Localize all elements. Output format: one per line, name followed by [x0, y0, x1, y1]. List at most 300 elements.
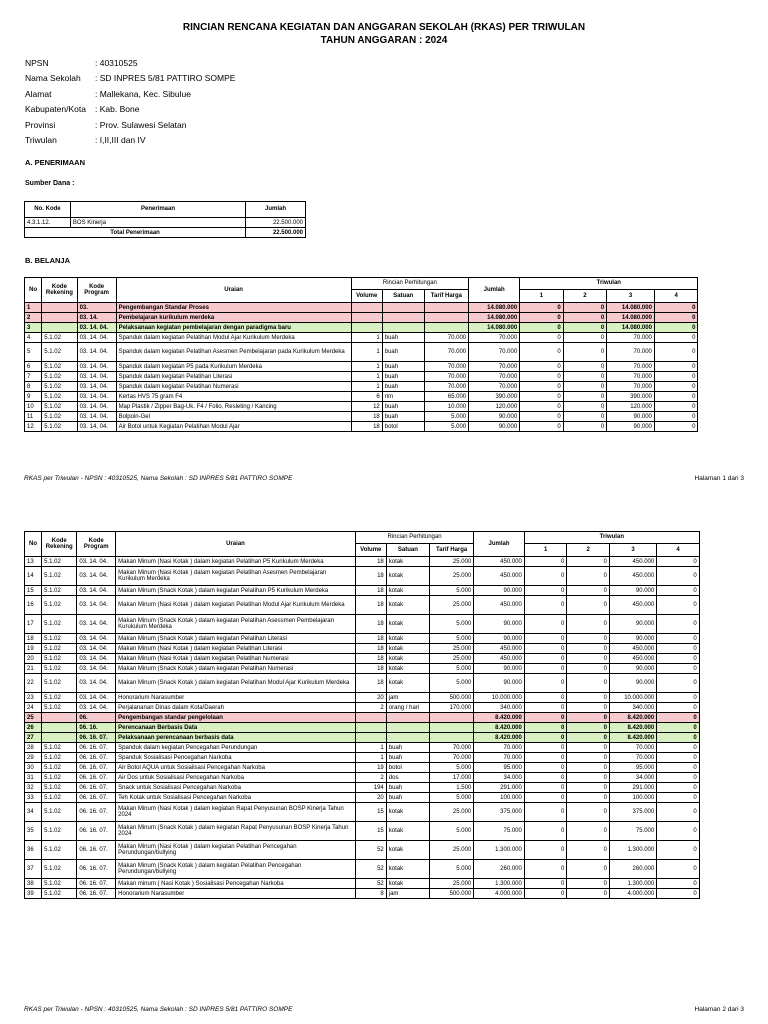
- cell-triwulan-2: 0: [563, 333, 607, 343]
- cell-tarif: 5.000: [424, 412, 468, 422]
- cell-triwulan-2: 0: [567, 664, 610, 674]
- table-row: [25, 382, 745, 392]
- cell-triwulan-2: 0: [567, 773, 610, 783]
- cell-tarif: [424, 303, 468, 313]
- cell-satuan: buah: [382, 333, 424, 343]
- cell-rekening: 5.1.02: [42, 879, 77, 889]
- cell-triwulan-1: 0: [524, 674, 567, 693]
- cell-uraian: Kertas HVS 75 gram F4: [116, 392, 351, 402]
- table-row: [25, 303, 745, 313]
- cell-tarif: 70.000: [424, 362, 468, 372]
- cell-uraian: Makan Minum (Snack Kotak ) dalam kegiatan Pelatihan Literasi: [116, 634, 356, 644]
- cell-no: 33: [25, 793, 42, 803]
- cell-triwulan-2: 0: [563, 362, 607, 372]
- info-row: [25, 71, 235, 86]
- cell-uraian: Pengembangan standar pengelolaan: [116, 713, 356, 723]
- cell-volume: [355, 733, 386, 743]
- cell-triwulan-1: 0: [524, 879, 567, 889]
- cell-triwulan-2: 0: [567, 753, 610, 763]
- cell-jumlah: 14.080.000: [469, 303, 520, 313]
- cell-satuan: kotak: [386, 586, 429, 596]
- cell-triwulan-4: 0: [654, 362, 698, 372]
- cell-tarif: 5.000: [430, 822, 474, 841]
- cell-satuan: kotak: [386, 860, 429, 879]
- header-jumlah: Jumlah: [474, 532, 525, 557]
- page2-number: Halaman 2 dari 3: [694, 1006, 744, 1013]
- cell-triwulan-3: 70.000: [609, 753, 656, 763]
- info-label: Alamat: [25, 88, 52, 99]
- cell-rekening: [42, 723, 77, 733]
- cell-triwulan-1: 0: [524, 644, 567, 654]
- cell-no: 34: [25, 803, 42, 822]
- cell-triwulan-2: 0: [567, 654, 610, 664]
- cell-tarif: 10.000: [424, 402, 468, 412]
- cell-satuan: jam: [386, 693, 429, 703]
- cell-jumlah: 100.000: [474, 793, 525, 803]
- cell-volume: 12: [351, 402, 382, 412]
- cell-triwulan-3: 450.000: [609, 567, 656, 586]
- cell-uraian: Makan Minum (Snack Kotak ) dalam kegiatan Pelatihan P5 Kurikulum Merdeka: [116, 586, 356, 596]
- cell-no: 25: [25, 713, 42, 723]
- cell-uraian: Perencanaan Berbasis Data: [116, 723, 356, 733]
- cell-jumlah: 1.300.000: [474, 879, 525, 889]
- cell-tarif: 5.000: [430, 615, 474, 634]
- table-row: [25, 674, 745, 693]
- header-tarif: Tarif Harga: [424, 290, 468, 303]
- cell-triwulan-4: 0: [657, 733, 700, 743]
- cell-program: 03. 14. 04.: [77, 693, 116, 703]
- cell-triwulan-3: 120.000: [607, 402, 655, 412]
- cell-jumlah: 450.000: [474, 644, 525, 654]
- cell-triwulan-4: 0: [657, 674, 700, 693]
- cell-jumlah: 75.000: [474, 822, 525, 841]
- header-no: No: [25, 278, 42, 303]
- info-row: [25, 56, 235, 71]
- cell-volume: 18: [355, 664, 386, 674]
- cell-no: 22: [25, 674, 42, 693]
- cell-no: 26: [25, 723, 42, 733]
- cell-program: 03. 14. 04.: [77, 362, 116, 372]
- cell-triwulan-1: 0: [520, 372, 564, 382]
- cell-triwulan-1: 0: [524, 793, 567, 803]
- cell-rekening: 5.1.02: [42, 586, 77, 596]
- cell-jumlah: 1.300.000: [474, 841, 525, 860]
- cell-triwulan-2: 0: [563, 372, 607, 382]
- cell-triwulan-2: 0: [567, 743, 610, 753]
- header-kode-program: Kode Program: [77, 532, 116, 557]
- table-row: [25, 343, 745, 362]
- cell-jumlah: 450.000: [474, 557, 525, 567]
- cell-triwulan-4: 0: [654, 392, 698, 402]
- cell-tarif: 170.000: [430, 703, 474, 713]
- cell-rekening: 5.1.02: [42, 392, 77, 402]
- cell-program: 03. 14. 04.: [77, 412, 116, 422]
- cell-triwulan-4: 0: [657, 822, 700, 841]
- cell-triwulan-2: 0: [567, 674, 610, 693]
- cell-tarif: 65.000: [424, 392, 468, 402]
- cell-no: 27: [25, 733, 42, 743]
- cell-triwulan-4: 0: [654, 303, 698, 313]
- cell-no: 31: [25, 773, 42, 783]
- cell-program: 03. 14.: [77, 313, 116, 323]
- cell-triwulan-3: 10.000.000: [609, 693, 656, 703]
- cell-triwulan-1: 0: [524, 783, 567, 793]
- info-value: : SD INPRES 5/81 PATTIRO SOMPE: [95, 73, 236, 84]
- penerimaan-table: [24, 201, 306, 238]
- table-row: [25, 392, 745, 402]
- table-row: [25, 733, 745, 743]
- cell-triwulan-2: 0: [567, 889, 610, 899]
- cell-volume: 52: [355, 879, 386, 889]
- cell-no: 23: [25, 693, 42, 703]
- cell-uraian: Makan Minum (Snack Kotak ) dalam kegiatan Pelatihan Numerasi: [116, 664, 356, 674]
- cell-triwulan-1: 0: [524, 615, 567, 634]
- cell-triwulan-3: 90.000: [609, 615, 656, 634]
- cell-no: 32: [25, 783, 42, 793]
- cell-satuan: buah: [382, 412, 424, 422]
- cell-uraian: Makan minum ( Nasi Kotak ) Sosialisasi Pencegahan Narkoba: [116, 879, 356, 889]
- section-penerimaan: A. PENERIMAAN: [25, 158, 86, 167]
- cell-volume: 1: [351, 343, 382, 362]
- cell-triwulan-4: 0: [657, 889, 700, 899]
- cell-uraian: Spanduk dalam kegiatan Pelatihan Asesmen Pembelajaran pada Kurikulum Merdeka: [116, 343, 351, 362]
- table-row: [25, 703, 745, 713]
- cell-tarif: 5.000: [430, 674, 474, 693]
- cell-program: 06. 16. 07.: [77, 803, 116, 822]
- cell-triwulan-2: 0: [567, 557, 610, 567]
- cell-jumlah: 70.000: [469, 382, 520, 392]
- cell-uraian: Honorarium Narasumber: [116, 693, 356, 703]
- cell-volume: 8: [355, 889, 386, 899]
- cell-triwulan-3: 90.000: [607, 412, 655, 422]
- cell-triwulan-1: 0: [520, 343, 564, 362]
- cell-jumlah: 90.000: [474, 674, 525, 693]
- cell-program: 06. 16. 07.: [77, 743, 116, 753]
- cell-volume: 15: [355, 803, 386, 822]
- cell-triwulan-1: 0: [524, 733, 567, 743]
- info-row: [25, 133, 235, 148]
- cell-triwulan-3: 14.080.000: [607, 323, 655, 333]
- cell-triwulan-3: 450.000: [609, 654, 656, 664]
- cell-triwulan-2: 0: [563, 382, 607, 392]
- cell-satuan: buah: [386, 793, 429, 803]
- cell-satuan: buah: [382, 343, 424, 362]
- cell-satuan: buah: [386, 783, 429, 793]
- cell-program: 06. 16. 07.: [77, 763, 116, 773]
- cell-satuan: buah: [382, 372, 424, 382]
- cell-tarif: 25.000: [430, 557, 474, 567]
- cell-triwulan-4: 0: [657, 803, 700, 822]
- cell-volume: [351, 313, 382, 323]
- cell-rekening: 5.1.02: [42, 557, 77, 567]
- header-satuan: Satuan: [382, 290, 424, 303]
- cell-triwulan-2: 0: [563, 412, 607, 422]
- cell-volume: 18: [355, 596, 386, 615]
- cell-triwulan-2: 0: [567, 703, 610, 713]
- cell-rekening: [42, 323, 77, 333]
- cell-satuan: kotak: [386, 615, 429, 634]
- cell-tarif: 5.000: [424, 422, 468, 432]
- cell-triwulan-4: 0: [654, 343, 698, 362]
- cell-triwulan-1: 0: [524, 841, 567, 860]
- sumber-dana-label: Sumber Dana :: [25, 180, 75, 187]
- cell-satuan: kotak: [386, 803, 429, 822]
- cell-tarif: 5.000: [430, 634, 474, 644]
- cell-rekening: 5.1.02: [42, 674, 77, 693]
- cell-uraian: Spanduk dalam kegiatan Pelatihan Numerasi: [116, 382, 351, 392]
- table-row: [25, 763, 745, 773]
- table-row: [25, 860, 745, 879]
- cell-triwulan-1: 0: [524, 596, 567, 615]
- cell-triwulan-4: 0: [654, 313, 698, 323]
- table-row: [25, 841, 745, 860]
- cell-triwulan-1: 0: [520, 333, 564, 343]
- cell-jumlah: 450.000: [474, 596, 525, 615]
- cell-triwulan-2: 0: [567, 783, 610, 793]
- cell-program: 06. 16. 07.: [77, 879, 116, 889]
- cell-uraian: Makan Minum (Nasi Kotak ) dalam kegiatan Pelatihan P5 Kurikulum Merdeka: [116, 557, 356, 567]
- cell-rekening: 5.1.02: [42, 841, 77, 860]
- info-row: [25, 102, 235, 117]
- cell-triwulan-2: 0: [567, 693, 610, 703]
- cell-satuan: kotak: [386, 654, 429, 664]
- header-triwulan: Triwulan: [520, 278, 698, 290]
- cell-triwulan-3: 450.000: [609, 596, 656, 615]
- cell-uraian: Spanduk dalam kegiatan Pelatihan Modul Ajar Kurikulum Merdeka: [116, 333, 351, 343]
- cell-volume: 1: [351, 372, 382, 382]
- cell-satuan: [382, 323, 424, 333]
- cell-volume: 19: [355, 763, 386, 773]
- cell-triwulan-3: 90.000: [609, 664, 656, 674]
- cell-jumlah: 4.000.000: [474, 889, 525, 899]
- cell-triwulan-3: 8.420.000: [609, 723, 656, 733]
- cell-satuan: botol: [386, 763, 429, 773]
- cell-volume: 1: [351, 382, 382, 392]
- cell-tarif: 70.000: [424, 382, 468, 392]
- cell-tarif: 500.000: [430, 889, 474, 899]
- cell-no: 8: [25, 382, 42, 392]
- cell-triwulan-3: 95.000: [609, 763, 656, 773]
- cell-satuan: dos: [386, 773, 429, 783]
- header-jumlah: Jumlah: [469, 278, 520, 303]
- info-label: Triwulan: [25, 134, 57, 145]
- cell-volume: 18: [355, 615, 386, 634]
- cell-satuan: kotak: [386, 596, 429, 615]
- cell-volume: 18: [355, 634, 386, 644]
- cell-no: 10: [25, 402, 42, 412]
- cell-no: 21: [25, 664, 42, 674]
- info-value: : I,II,III dan IV: [95, 134, 146, 145]
- cell-satuan: kotak: [386, 674, 429, 693]
- header-uraian: Uraian: [116, 532, 356, 557]
- cell-uraian: Pengembangan Standar Proses: [116, 303, 351, 313]
- cell-tarif: 25.000: [430, 567, 474, 586]
- cell-volume: 1: [355, 753, 386, 763]
- cell-triwulan-3: 70.000: [607, 372, 655, 382]
- cell-triwulan-3: 90.000: [607, 422, 655, 432]
- cell-program: 03. 14. 04.: [77, 333, 116, 343]
- cell-triwulan-3: 100.000: [609, 793, 656, 803]
- cell-uraian: Spanduk dalam kegiatan P5 pada Kurikulum Merdeka: [116, 362, 351, 372]
- cell-program: 03. 14. 04.: [77, 703, 116, 713]
- cell-rekening: 5.1.02: [42, 803, 77, 822]
- cell-uraian: Air Botol untuk Kegiatan Pelatihan Modul Ajar: [116, 422, 351, 432]
- cell-rekening: 5.1.02: [42, 634, 77, 644]
- total-label: Total Penerimaan: [25, 228, 246, 238]
- cell-triwulan-4: 0: [657, 586, 700, 596]
- cell-triwulan-4: 0: [657, 793, 700, 803]
- cell-jumlah: 90.000: [474, 615, 525, 634]
- cell-triwulan-3: 291.000: [609, 783, 656, 793]
- cell-rekening: 5.1.02: [42, 654, 77, 664]
- cell-uraian: Makan Minum (Nasi Kotak ) dalam kegiatan Pelatihan Literasi: [116, 644, 356, 654]
- cell-kode: 4.3.1.12.: [25, 218, 71, 228]
- cell-triwulan-4: 0: [654, 412, 698, 422]
- cell-tarif: 25.000: [430, 644, 474, 654]
- cell-triwulan-2: 0: [567, 733, 610, 743]
- table-row: [25, 793, 745, 803]
- cell-triwulan-4: 0: [657, 557, 700, 567]
- cell-volume: 1: [351, 333, 382, 343]
- cell-tarif: 25.000: [430, 596, 474, 615]
- table-row: [25, 596, 745, 615]
- cell-triwulan-3: 450.000: [609, 557, 656, 567]
- cell-tarif: 1.500: [430, 783, 474, 793]
- cell-tarif: 70.000: [430, 743, 474, 753]
- cell-triwulan-1: 0: [524, 693, 567, 703]
- cell-no: 15: [25, 586, 42, 596]
- header-kode-rekening: Kode Rekening: [42, 278, 77, 303]
- table-row: [25, 412, 745, 422]
- cell-triwulan-1: 0: [524, 763, 567, 773]
- cell-no: 30: [25, 763, 42, 773]
- cell-penerimaan: BOS Kinerja: [70, 218, 245, 228]
- cell-triwulan-1: 0: [520, 392, 564, 402]
- cell-rekening: 5.1.02: [42, 343, 77, 362]
- cell-triwulan-3: 450.000: [609, 644, 656, 654]
- info-value: : Prov. Sulawesi Selatan: [95, 119, 187, 130]
- cell-rekening: [42, 303, 77, 313]
- cell-no: 17: [25, 615, 42, 634]
- cell-jumlah: 260.000: [474, 860, 525, 879]
- cell-jumlah: 90.000: [474, 664, 525, 674]
- cell-satuan: kotak: [386, 841, 429, 860]
- table-row: [25, 773, 745, 783]
- table-row: [25, 803, 745, 822]
- table-row: [25, 743, 745, 753]
- cell-triwulan-3: 70.000: [607, 343, 655, 362]
- cell-volume: 2: [355, 773, 386, 783]
- cell-program: 06. 16. 07.: [77, 860, 116, 879]
- total-row: [25, 228, 306, 238]
- cell-volume: [355, 713, 386, 723]
- cell-triwulan-1: 0: [524, 664, 567, 674]
- cell-triwulan-4: 0: [657, 596, 700, 615]
- cell-volume: 18: [355, 586, 386, 596]
- info-row: [25, 87, 235, 102]
- cell-volume: 52: [355, 860, 386, 879]
- cell-uraian: Snack untuk Sosialisasi Pencegahan Narkoba: [116, 783, 356, 793]
- cell-tarif: 25.000: [430, 879, 474, 889]
- cell-volume: [355, 723, 386, 733]
- cell-jumlah: 90.000: [474, 634, 525, 644]
- cell-uraian: Makan Minum (Nasi Kotak ) dalam kegiatan Pelatihan Numerasi: [116, 654, 356, 664]
- page2-footer: RKAS per Triwulan - NPSN : 40310525, Nama Sekolah : SD INPRES 5/81 PATTIRO SOMPE: [24, 1006, 293, 1013]
- cell-triwulan-2: 0: [567, 763, 610, 773]
- cell-triwulan-3: 8.420.000: [609, 713, 656, 723]
- cell-uraian: Makan Minum (Nasi Kotak ) dalam kegiatan Pelatihan Pencegahan Perundungan/bullying: [116, 841, 356, 860]
- cell-satuan: [382, 303, 424, 313]
- cell-rekening: 5.1.02: [42, 783, 77, 793]
- cell-jumlah: 70.000: [469, 343, 520, 362]
- table-row: [25, 615, 745, 634]
- cell-jumlah: 70.000: [469, 362, 520, 372]
- cell-satuan: [386, 733, 429, 743]
- cell-jumlah: 90.000: [469, 412, 520, 422]
- cell-uraian: Makan Minum (Snack Kotak ) dalam kegiatan Pelatihan Modul Ajar Kurikulum Merdeka: [116, 674, 356, 693]
- cell-triwulan-1: 0: [524, 889, 567, 899]
- cell-triwulan-3: 390.000: [607, 392, 655, 402]
- cell-tarif: 5.000: [430, 793, 474, 803]
- cell-triwulan-4: 0: [654, 372, 698, 382]
- cell-program: 03. 14. 04.: [77, 654, 116, 664]
- belanja-table-page2: [24, 531, 745, 899]
- cell-rekening: 5.1.02: [42, 753, 77, 763]
- cell-rekening: 5.1.02: [42, 382, 77, 392]
- header-penerimaan: Penerimaan: [70, 202, 245, 218]
- cell-program: 03. 14. 04.: [77, 615, 116, 634]
- cell-program: 03. 14. 04.: [77, 372, 116, 382]
- cell-satuan: orang / hari: [386, 703, 429, 713]
- cell-tarif: 70.000: [430, 753, 474, 763]
- cell-tarif: 5.000: [430, 664, 474, 674]
- cell-rekening: 5.1.02: [42, 664, 77, 674]
- header-triwulan-4: 4: [654, 290, 698, 303]
- cell-satuan: buah: [386, 753, 429, 763]
- cell-triwulan-2: 0: [567, 803, 610, 822]
- cell-jumlah: 340.000: [474, 703, 525, 713]
- cell-triwulan-1: 0: [520, 412, 564, 422]
- cell-program: 06. 16. 07.: [77, 733, 116, 743]
- cell-program: 03. 14. 04.: [77, 392, 116, 402]
- cell-program: 06. 16. 07.: [77, 753, 116, 763]
- cell-triwulan-1: 0: [524, 557, 567, 567]
- header-triwulan-2: 2: [567, 544, 610, 557]
- info-value: : Kab. Bone: [95, 104, 140, 115]
- cell-no: 37: [25, 860, 42, 879]
- cell-triwulan-2: 0: [567, 615, 610, 634]
- section-belanja: B. BELANJA: [25, 256, 71, 265]
- cell-triwulan-2: 0: [563, 402, 607, 412]
- cell-no: 6: [25, 362, 42, 372]
- cell-satuan: [382, 313, 424, 323]
- cell-jumlah: 70.000: [469, 333, 520, 343]
- cell-program: 03. 14. 04.: [77, 557, 116, 567]
- cell-triwulan-4: 0: [657, 723, 700, 733]
- cell-triwulan-3: 375.000: [609, 803, 656, 822]
- cell-satuan: buah: [382, 362, 424, 372]
- cell-satuan: buah: [386, 743, 429, 753]
- cell-no: 11: [25, 412, 42, 422]
- cell-tarif: 500.000: [430, 693, 474, 703]
- cell-volume: 18: [355, 644, 386, 654]
- cell-triwulan-1: 0: [520, 362, 564, 372]
- cell-rekening: 5.1.02: [42, 422, 77, 432]
- cell-satuan: rim: [382, 392, 424, 402]
- header-kode-rekening: Kode Rekening: [42, 532, 77, 557]
- cell-tarif: 5.000: [430, 763, 474, 773]
- cell-no: 14: [25, 567, 42, 586]
